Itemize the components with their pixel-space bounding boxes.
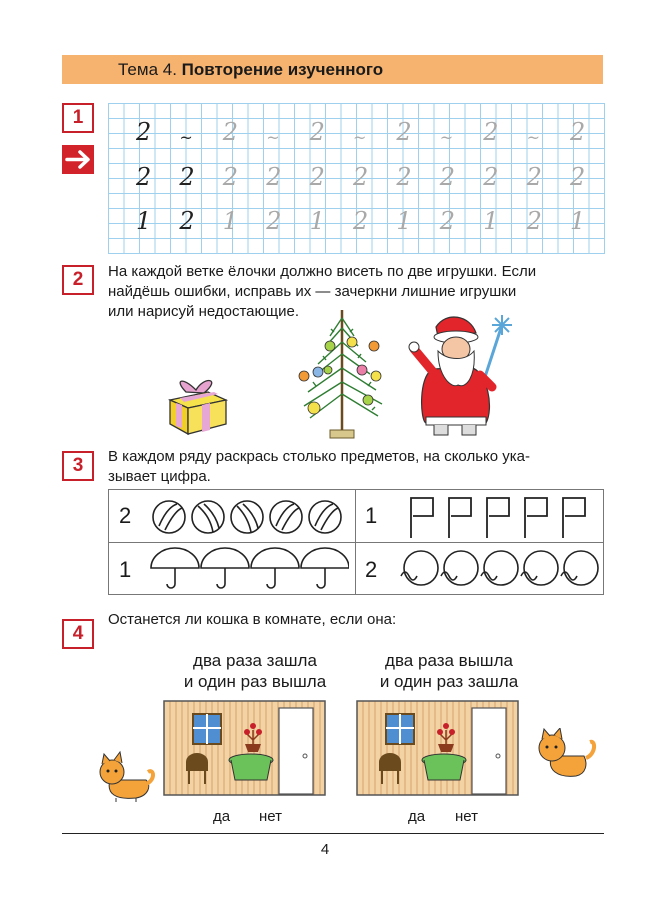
arrow-right-icon: [62, 145, 94, 174]
footer-rule: [62, 833, 604, 834]
handwritten-digit: 1: [483, 207, 499, 235]
right-no-option[interactable]: нет: [455, 808, 478, 825]
cat-left-icon: [96, 750, 158, 802]
handwritten-digit: 2: [136, 118, 152, 146]
task-3-text: [108, 447, 604, 487]
handwritten-digit: 2: [353, 163, 369, 191]
room-left-image: [163, 700, 326, 796]
handwritten-digit: 1: [309, 207, 325, 235]
flag-icon[interactable]: [411, 498, 433, 538]
task-2-line-1: На каждой ветке ёлочки должно висеть по две игрушки. Если: [108, 263, 537, 280]
left-scenario: [150, 650, 360, 692]
left-scenario-line-2: и один раз вышла: [183, 672, 327, 691]
right-scenario: [344, 650, 554, 692]
task-number-4: 4: [62, 619, 94, 649]
task-3-line-2: зывает цифра.: [108, 468, 211, 485]
cell-digit: 1: [365, 503, 378, 528]
flag-icon[interactable]: [487, 498, 509, 538]
gift-box-icon: [164, 378, 230, 436]
task-number-3: 3: [62, 451, 94, 481]
ball-icon[interactable]: [309, 501, 341, 533]
umbrella-icon[interactable]: [151, 548, 199, 588]
handwritten-digit: 2: [396, 163, 412, 191]
handwritten-digit: 2: [396, 118, 412, 146]
handwritten-digit: 2: [439, 207, 456, 235]
ball-icon[interactable]: [153, 501, 185, 533]
handwritten-digit: 1: [396, 207, 412, 235]
christmas-tree-icon: [296, 306, 388, 442]
handwritten-digit: 2: [483, 163, 499, 191]
handwritten-digit: 2: [439, 163, 456, 191]
handwritten-digit: 2: [179, 163, 195, 191]
ball-icon[interactable]: [270, 501, 302, 533]
topic-prefix: Тема 4.: [118, 60, 177, 79]
handwriting-grid: [108, 103, 605, 254]
handwritten-digit: 2: [179, 207, 195, 235]
table-divider-horizontal: [109, 542, 603, 543]
topic-title: [118, 60, 383, 80]
flag-icon[interactable]: [525, 498, 547, 538]
yarn-ball-icon[interactable]: [401, 551, 438, 585]
right-yes-option[interactable]: да: [408, 808, 426, 825]
page-number: 4: [320, 841, 330, 858]
right-scenario-line-2: и один раз зашла: [379, 672, 519, 691]
flags-row: [399, 494, 599, 540]
cell-digit: 1: [119, 557, 132, 582]
umbrella-icon[interactable]: [251, 548, 299, 588]
task-number-1: 1: [62, 103, 94, 133]
handwritten-digit: 1: [222, 207, 239, 235]
ball-icon[interactable]: [231, 501, 263, 533]
handwritten-digit: 2: [222, 118, 239, 146]
umbrella-icon[interactable]: [201, 548, 249, 588]
santa-claus-icon: [404, 313, 514, 439]
cell-digit: 2: [365, 557, 378, 582]
handwritten-digit: 2: [222, 163, 239, 191]
yarn-ball-icon[interactable]: [441, 551, 478, 585]
yarn-ball-icon[interactable]: [521, 551, 558, 585]
handwritten-digit: ~: [266, 128, 280, 147]
left-yes-option[interactable]: да: [213, 808, 231, 825]
handwritten-digit: ~: [179, 128, 193, 147]
cell-digit: 2: [119, 503, 132, 528]
left-no-option[interactable]: нет: [259, 808, 282, 825]
left-scenario-line-1: два раза зашла: [193, 651, 317, 670]
umbrellas-row: [149, 546, 349, 592]
handwritten-digit: 2: [570, 118, 586, 146]
counting-table: [108, 489, 604, 595]
umbrella-icon[interactable]: [301, 548, 349, 588]
ball-icon[interactable]: [192, 501, 224, 533]
right-scenario-line-1: два раза вышла: [385, 651, 513, 670]
task-2-line-2: найдёшь ошибки, исправь их — зачеркни лишние игрушки: [108, 283, 517, 300]
flag-icon[interactable]: [563, 498, 585, 538]
handwritten-digit: ~: [526, 128, 540, 147]
handwritten-digit: 2: [483, 118, 499, 146]
handwritten-digit: ~: [439, 128, 454, 147]
handwritten-digit: 2: [526, 207, 542, 235]
task-number-2: 2: [62, 265, 94, 295]
handwritten-digit: 2: [570, 163, 586, 191]
handwritten-digit: ~: [353, 128, 367, 147]
yarn-ball-icon[interactable]: [561, 551, 598, 585]
task-3-line-1: В каждом ряду раскрась столько предметов, на сколько ука-: [108, 448, 530, 465]
balls-row: [149, 496, 349, 538]
topic-name: Повторение изученного: [181, 60, 384, 79]
handwritten-digit: 2: [266, 163, 282, 191]
cat-right-icon: [532, 728, 598, 780]
handwritten-digit: 1: [136, 207, 152, 235]
handwritten-digit: 1: [570, 207, 586, 235]
task-2-line-3: или нарисуй недостающие.: [108, 303, 299, 320]
task-4-question: Останется ли кошка в комнате, если она:: [108, 611, 397, 628]
yarn-ball-icon[interactable]: [481, 551, 518, 585]
yarn-balls-row: [399, 546, 599, 592]
handwritten-digit: 2: [309, 163, 325, 191]
handwritten-digit: 2: [526, 163, 542, 191]
room-right-image: [356, 700, 519, 796]
handwritten-digit: 2: [353, 207, 369, 235]
handwritten-digit: 2: [266, 207, 282, 235]
handwritten-digit: 2: [136, 163, 152, 191]
handwritten-digit: 2: [309, 118, 325, 146]
flag-icon[interactable]: [449, 498, 471, 538]
